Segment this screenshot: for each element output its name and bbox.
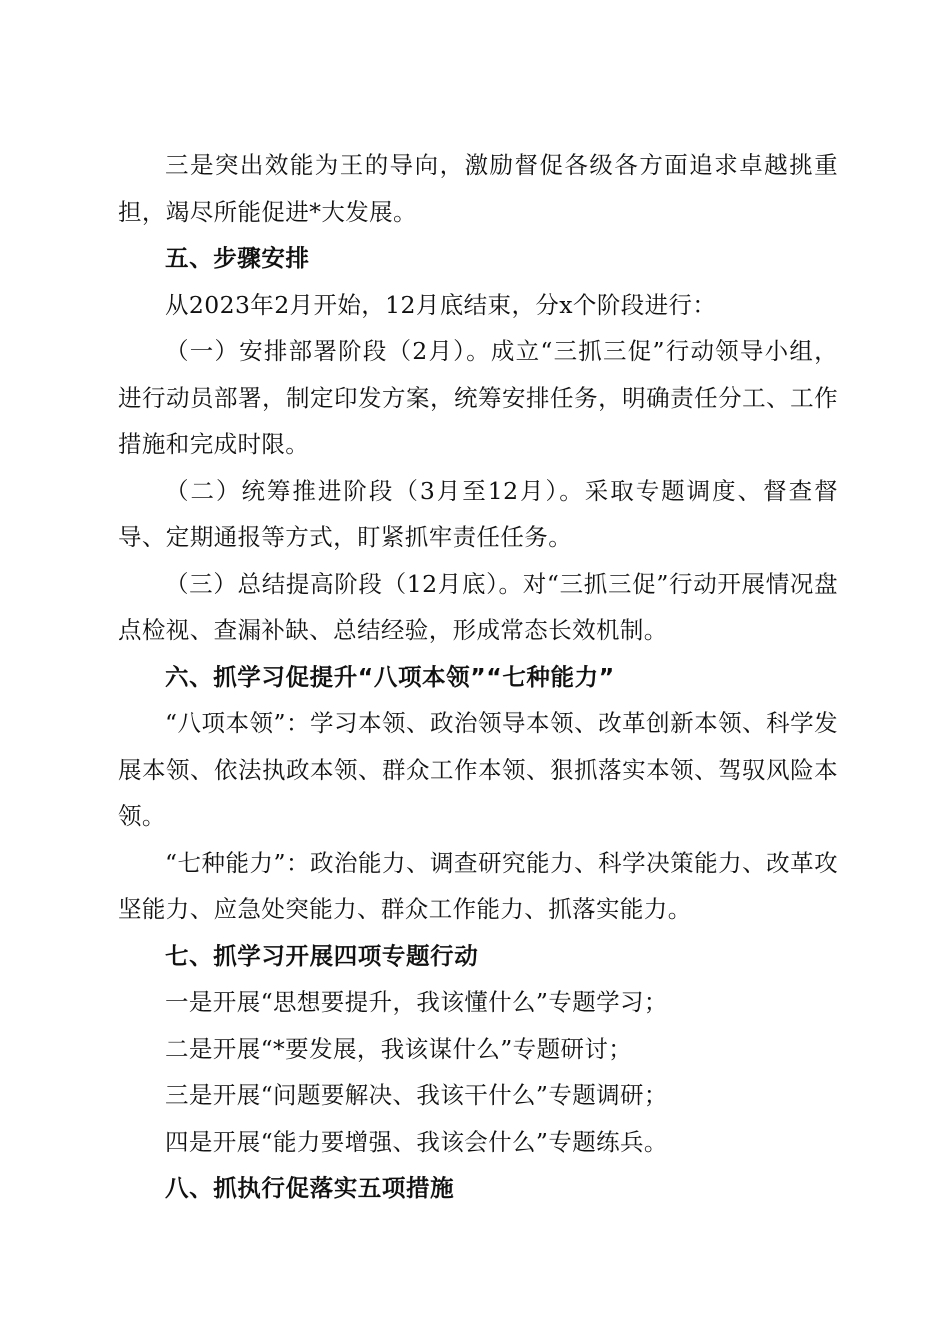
heading-study-improve: 六、抓学习促提升“八项本领”“七种能力” <box>165 662 615 691</box>
paragraph-stage-three: （三）总结提高阶段（12月底）。对“三抓三促”行动开展情况盘点检视、查漏补缺、总结经验，形成常态长效机制。 <box>118 569 838 644</box>
paragraph-eight-skills: “八项本领”：学习本领、政治领导本领、改革创新本领、科学发展本领、依法执政本领、群众工作本领、狠抓落实本领、驾驭风险本领。 <box>118 709 838 830</box>
list-item-action-four: 四是开展“能力要增强、我该会什么”专题练兵。 <box>165 1127 668 1156</box>
document-body <box>118 142 838 1212</box>
paragraph-stage-one: （一）安排部署阶段（2月）。成立“三抓三促”行动领导小组，进行动员部署，制定印发方案，统筹安排任务，明确责任分工、工作措施和完成时限。 <box>118 337 838 458</box>
list-item-action-three: 三是开展“问题要解决、我该干什么”专题调研； <box>165 1081 668 1109</box>
paragraph-efficiency-orientation: 三是突出效能为王的导向，激励督促各级各方面追求卓越挑重担，竭尽所能促进*大发展。 <box>118 151 838 226</box>
list-item-action-two: 二是开展“*要发展，我该谋什么”专题研讨； <box>165 1034 633 1063</box>
paragraph-seven-abilities: “七种能力”：政治能力、调查研究能力、科学决策能力、改革攻坚能力、应急处突能力、群众工作能力、抓落实能力。 <box>118 848 838 923</box>
paragraph-timeline: 从2023年2月开始，12月底结束，分x个阶段进行： <box>165 290 717 319</box>
heading-step-arrangement: 五、步骤安排 <box>165 244 310 272</box>
heading-four-actions: 七、抓学习开展四项专题行动 <box>165 941 479 970</box>
paragraph-stage-two: （二）统筹推进阶段（3月至12月）。采取专题调度、督查督导、定期通报等方式，盯紧抓牢责任任务。 <box>118 476 838 551</box>
list-item-action-one: 一是开展“思想要提升，我该懂什么”专题学习； <box>165 988 668 1016</box>
heading-five-measures: 八、抓执行促落实五项措施 <box>165 1174 455 1202</box>
